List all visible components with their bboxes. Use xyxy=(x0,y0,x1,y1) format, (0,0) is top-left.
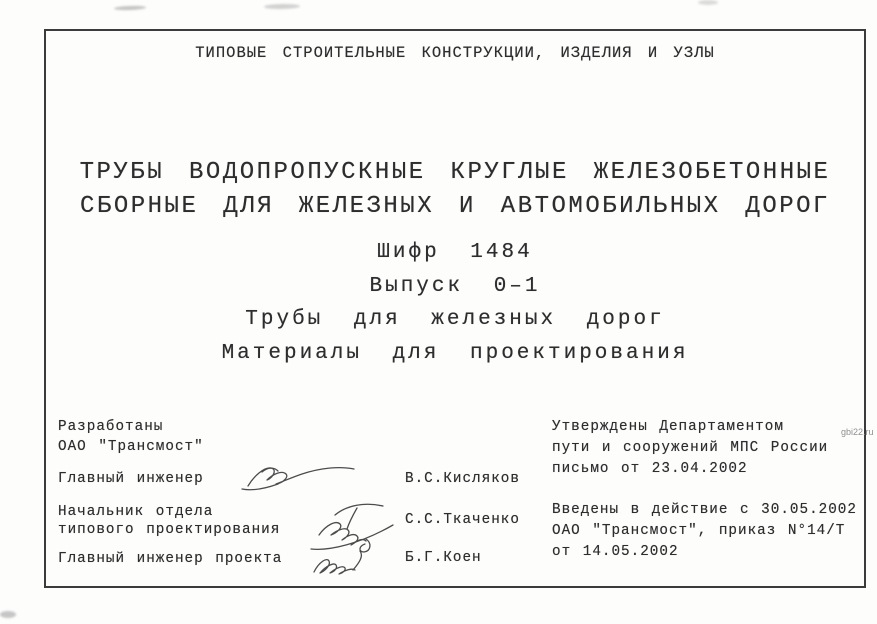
document-subtitle-block xyxy=(44,236,866,370)
enacted-line: Введены в действие с 30.05.2002 xyxy=(552,502,857,518)
signature-koen-icon xyxy=(308,548,370,578)
approved-by-line: пути и сооружений МПС России xyxy=(552,440,829,456)
enacted-line: ОАО "Трансмост", приказ N°14/Т xyxy=(552,523,846,539)
scan-artifact xyxy=(0,611,16,618)
subject-line: Трубы для железных дорог xyxy=(245,308,665,331)
signatory-role: Главный инженер проекта xyxy=(58,551,283,567)
signatory-role: Начальник отдела xyxy=(58,504,214,520)
approved-by-line: письмо от 23.04.2002 xyxy=(552,461,748,477)
signatory-name: С.С.Ткаченко xyxy=(405,512,520,528)
cipher-line: Шифр 1484 xyxy=(377,241,533,264)
developed-by-organization: ОАО "Трансмост" xyxy=(58,439,204,455)
signatory-name: Б.Г.Коен xyxy=(405,550,482,566)
scan-artifact xyxy=(264,4,300,10)
signatory-name: В.С.Кисляков xyxy=(405,471,520,487)
document-title xyxy=(44,156,866,224)
enacted-line: от 14.05.2002 xyxy=(552,544,679,560)
issue-line: Выпуск 0–1 xyxy=(369,274,541,298)
approved-by-line: Утверждены Департаментом xyxy=(552,419,784,435)
site-watermark: gbi22.ru xyxy=(841,427,874,437)
purpose-line: Материалы для проектирования xyxy=(221,341,689,365)
scan-artifact xyxy=(698,0,718,5)
document-title-line: СБОРНЫЕ ДЛЯ ЖЕЛЕЗНЫХ И АВТОМОБИЛЬНЫХ ДОРОГ xyxy=(80,193,830,220)
signature-kislyakov-icon xyxy=(238,458,358,494)
developed-by-label: Разработаны xyxy=(58,419,164,435)
signatory-role: типового проектирования xyxy=(58,522,281,538)
scan-artifact xyxy=(114,5,146,10)
series-header: ТИПОВЫЕ СТРОИТЕЛЬНЫЕ КОНСТРУКЦИИ, ИЗДЕЛИЯ И УЗЛЫ xyxy=(195,44,715,62)
signatory-role: Главный инженер xyxy=(58,471,204,487)
document-title-line: ТРУБЫ ВОДОПРОПУСКНЫЕ КРУГЛЫЕ ЖЕЛЕЗОБЕТОННЫЕ xyxy=(79,159,831,186)
